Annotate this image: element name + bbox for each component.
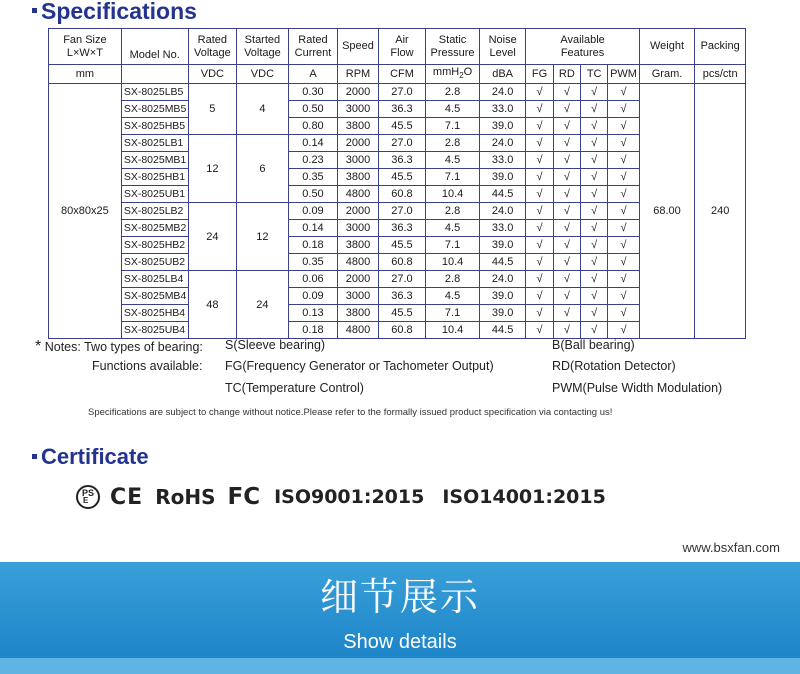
pwm-check-cell: √ xyxy=(608,322,639,339)
unit-packing: pcs/ctn xyxy=(695,65,746,84)
static-pressure-cell: 4.5 xyxy=(426,101,480,118)
static-pressure-cell: 2.8 xyxy=(426,271,480,288)
speed-cell: 3000 xyxy=(338,152,378,169)
model-no-cell: SX-8025LB5 xyxy=(121,84,188,101)
air-flow-cell: 36.3 xyxy=(378,288,426,305)
pwm-check-cell: √ xyxy=(608,220,639,237)
noise-level-cell: 44.5 xyxy=(479,322,526,339)
fg-check-cell: √ xyxy=(526,203,553,220)
unit-weight: Gram. xyxy=(639,65,695,84)
model-no-cell: SX-8025MB2 xyxy=(121,220,188,237)
model-no-cell: SX-8025UB1 xyxy=(121,186,188,203)
fg-check-cell: √ xyxy=(526,305,553,322)
fg-check-cell: √ xyxy=(526,288,553,305)
speed-cell: 3000 xyxy=(338,220,378,237)
bullet-square-icon xyxy=(32,454,37,459)
unit-fg: FG xyxy=(526,65,553,84)
notes-rd: RD(Rotation Detector) xyxy=(552,359,676,373)
static-pressure-cell: 2.8 xyxy=(426,203,480,220)
packing-cell: 240 xyxy=(695,84,746,339)
rated-current-cell: 0.18 xyxy=(288,322,338,339)
fan-size-cell: 80x80x25 xyxy=(49,84,122,339)
noise-level-cell: 39.0 xyxy=(479,169,526,186)
fg-check-cell: √ xyxy=(526,254,553,271)
header-speed: Speed xyxy=(338,29,378,65)
iso14001-mark: ISO14001:2015 xyxy=(442,486,606,508)
rd-check-cell: √ xyxy=(553,305,580,322)
pwm-check-cell: √ xyxy=(608,186,639,203)
notes-fg: FG(Frequency Generator or Tachometer Output) xyxy=(225,359,494,373)
rated-current-cell: 0.23 xyxy=(288,152,338,169)
rated-voltage-cell: 24 xyxy=(188,203,237,271)
header-rated-voltage: Rated Voltage xyxy=(188,29,237,65)
unit-started-voltage: VDC xyxy=(237,65,289,84)
banner-title-en: Show details xyxy=(343,631,457,653)
model-no-cell: SX-8025MB5 xyxy=(121,101,188,118)
tc-check-cell: √ xyxy=(581,135,608,152)
fg-check-cell: √ xyxy=(526,322,553,339)
static-pressure-cell: 7.1 xyxy=(426,305,480,322)
tc-check-cell: √ xyxy=(581,169,608,186)
rated-current-cell: 0.14 xyxy=(288,135,338,152)
rd-check-cell: √ xyxy=(553,169,580,186)
fg-check-cell: √ xyxy=(526,152,553,169)
speed-cell: 4800 xyxy=(338,322,378,339)
air-flow-cell: 45.5 xyxy=(378,305,426,322)
weight-cell: 68.00 xyxy=(639,84,695,339)
rated-current-cell: 0.14 xyxy=(288,220,338,237)
unit-tc: TC xyxy=(581,65,608,84)
air-flow-cell: 45.5 xyxy=(378,118,426,135)
notes-sleeve: S(Sleeve bearing) xyxy=(225,338,326,352)
header-rated-current: Rated Current xyxy=(288,29,338,65)
fc-mark: FC xyxy=(227,484,261,510)
speed-cell: 2000 xyxy=(338,84,378,101)
rd-check-cell: √ xyxy=(553,152,580,169)
air-flow-cell: 27.0 xyxy=(378,271,426,288)
certificate-logos xyxy=(76,482,606,512)
fg-check-cell: √ xyxy=(526,84,553,101)
noise-level-cell: 44.5 xyxy=(479,254,526,271)
noise-level-cell: 39.0 xyxy=(479,118,526,135)
rated-current-cell: 0.80 xyxy=(288,118,338,135)
noise-level-cell: 44.5 xyxy=(479,186,526,203)
unit-fan-size: mm xyxy=(49,65,122,84)
fg-check-cell: √ xyxy=(526,220,553,237)
rated-current-cell: 0.30 xyxy=(288,84,338,101)
tc-check-cell: √ xyxy=(581,84,608,101)
table-row xyxy=(49,84,746,101)
static-pressure-cell: 10.4 xyxy=(426,322,480,339)
fg-check-cell: √ xyxy=(526,101,553,118)
speed-cell: 2000 xyxy=(338,271,378,288)
ce-mark: CE xyxy=(110,484,144,510)
speed-cell: 4800 xyxy=(338,254,378,271)
pwm-check-cell: √ xyxy=(608,237,639,254)
pwm-check-cell: √ xyxy=(608,288,639,305)
specifications-heading xyxy=(32,0,197,24)
static-pressure-cell: 10.4 xyxy=(426,186,480,203)
header-model-no: Model No. xyxy=(121,29,188,65)
rd-check-cell: √ xyxy=(553,203,580,220)
noise-level-cell: 33.0 xyxy=(479,220,526,237)
static-pressure-cell: 4.5 xyxy=(426,220,480,237)
notes-asterisk: * xyxy=(35,338,42,355)
air-flow-cell: 36.3 xyxy=(378,101,426,118)
noise-level-cell: 24.0 xyxy=(479,135,526,152)
rd-check-cell: √ xyxy=(553,288,580,305)
rated-voltage-cell: 5 xyxy=(188,84,237,135)
speed-cell: 2000 xyxy=(338,203,378,220)
tc-check-cell: √ xyxy=(581,220,608,237)
fg-check-cell: √ xyxy=(526,135,553,152)
disclaimer-text: Specifications are subject to change without notice.Please refer to the formally issued product specification via contacting us! xyxy=(88,407,613,418)
rated-current-cell: 0.50 xyxy=(288,101,338,118)
notes-pwm: PWM(Pulse Width Modulation) xyxy=(552,381,723,395)
bottom-band xyxy=(0,658,800,674)
static-pressure-cell: 4.5 xyxy=(426,152,480,169)
model-no-cell: SX-8025UB2 xyxy=(121,254,188,271)
started-voltage-cell: 24 xyxy=(237,271,289,339)
table-header-row xyxy=(49,29,746,65)
tc-check-cell: √ xyxy=(581,118,608,135)
air-flow-cell: 27.0 xyxy=(378,135,426,152)
rd-check-cell: √ xyxy=(553,237,580,254)
model-no-cell: SX-8025LB1 xyxy=(121,135,188,152)
tc-check-cell: √ xyxy=(581,203,608,220)
noise-level-cell: 24.0 xyxy=(479,84,526,101)
fg-check-cell: √ xyxy=(526,118,553,135)
static-pressure-cell: 2.8 xyxy=(426,135,480,152)
pwm-check-cell: √ xyxy=(608,203,639,220)
rd-check-cell: √ xyxy=(553,271,580,288)
iso9001-mark: ISO9001:2015 xyxy=(274,486,425,508)
rd-check-cell: √ xyxy=(553,84,580,101)
pwm-check-cell: √ xyxy=(608,84,639,101)
tc-check-cell: √ xyxy=(581,237,608,254)
bullet-square-icon xyxy=(32,8,37,13)
unit-static-pressure: mmH$_2$O xyxy=(426,65,480,84)
header-fan-size: Fan Size L×W×T xyxy=(49,29,122,65)
unit-noise-level: dBA xyxy=(479,65,526,84)
certificate-heading xyxy=(32,444,149,470)
noise-level-cell: 39.0 xyxy=(479,288,526,305)
unit-speed: RPM xyxy=(338,65,378,84)
noise-level-cell: 39.0 xyxy=(479,237,526,254)
model-no-cell: SX-8025UB4 xyxy=(121,322,188,339)
pwm-check-cell: √ xyxy=(608,135,639,152)
rd-check-cell: √ xyxy=(553,220,580,237)
speed-cell: 3800 xyxy=(338,237,378,254)
static-pressure-cell: 10.4 xyxy=(426,254,480,271)
air-flow-cell: 27.0 xyxy=(378,203,426,220)
started-voltage-cell: 6 xyxy=(237,135,289,203)
rated-current-cell: 0.18 xyxy=(288,237,338,254)
notes-tc: TC(Temperature Control) xyxy=(225,381,364,395)
pwm-check-cell: √ xyxy=(608,271,639,288)
notes-ball: B(Ball bearing) xyxy=(552,338,635,352)
header-packing: Packing xyxy=(695,29,746,65)
header-weight: Weight xyxy=(639,29,695,65)
static-pressure-cell: 7.1 xyxy=(426,237,480,254)
header-static-pressure: Static Pressure xyxy=(426,29,480,65)
tc-check-cell: √ xyxy=(581,254,608,271)
website-url: www.bsxfan.com xyxy=(682,540,780,555)
rd-check-cell: √ xyxy=(553,118,580,135)
rated-voltage-cell: 12 xyxy=(188,135,237,203)
banner-title-cn: 细节展示 xyxy=(319,575,480,619)
notes-bearing-line xyxy=(35,338,203,356)
rated-current-cell: 0.50 xyxy=(288,186,338,203)
noise-level-cell: 33.0 xyxy=(479,101,526,118)
static-pressure-cell: 7.1 xyxy=(426,118,480,135)
pwm-check-cell: √ xyxy=(608,169,639,186)
rated-current-cell: 0.09 xyxy=(288,288,338,305)
header-air-flow: Air Flow xyxy=(378,29,426,65)
air-flow-cell: 60.8 xyxy=(378,322,426,339)
model-no-cell: SX-8025HB1 xyxy=(121,169,188,186)
air-flow-cell: 36.3 xyxy=(378,152,426,169)
certificate-title: Certificate xyxy=(41,444,149,469)
noise-level-cell: 24.0 xyxy=(479,203,526,220)
rated-voltage-cell: 48 xyxy=(188,271,237,339)
rated-current-cell: 0.35 xyxy=(288,254,338,271)
unit-rated-current: A xyxy=(288,65,338,84)
notes-functions-label: Functions available: xyxy=(92,359,203,373)
header-available-features: Available Features xyxy=(526,29,639,65)
fg-check-cell: √ xyxy=(526,186,553,203)
rated-current-cell: 0.06 xyxy=(288,271,338,288)
speed-cell: 3800 xyxy=(338,305,378,322)
static-pressure-cell: 2.8 xyxy=(426,84,480,101)
tc-check-cell: √ xyxy=(581,271,608,288)
rohs-mark: RoHS xyxy=(155,485,216,509)
air-flow-cell: 27.0 xyxy=(378,84,426,101)
noise-level-cell: 39.0 xyxy=(479,305,526,322)
tc-check-cell: √ xyxy=(581,288,608,305)
speed-cell: 4800 xyxy=(338,186,378,203)
tc-check-cell: √ xyxy=(581,101,608,118)
tc-check-cell: √ xyxy=(581,186,608,203)
model-no-cell: SX-8025MB4 xyxy=(121,288,188,305)
rated-current-cell: 0.13 xyxy=(288,305,338,322)
specifications-table-body xyxy=(49,84,746,339)
pwm-check-cell: √ xyxy=(608,101,639,118)
fg-check-cell: √ xyxy=(526,271,553,288)
fg-check-cell: √ xyxy=(526,237,553,254)
speed-cell: 3000 xyxy=(338,101,378,118)
started-voltage-cell: 4 xyxy=(237,84,289,135)
model-no-cell: SX-8025LB4 xyxy=(121,271,188,288)
rd-check-cell: √ xyxy=(553,101,580,118)
fg-check-cell: √ xyxy=(526,169,553,186)
unit-air-flow: CFM xyxy=(378,65,426,84)
model-no-cell: SX-8025LB2 xyxy=(121,203,188,220)
pwm-check-cell: √ xyxy=(608,118,639,135)
air-flow-cell: 45.5 xyxy=(378,237,426,254)
pwm-check-cell: √ xyxy=(608,305,639,322)
specifications-title: Specifications xyxy=(41,0,197,24)
noise-level-cell: 33.0 xyxy=(479,152,526,169)
table-units-row xyxy=(49,65,746,84)
speed-cell: 3000 xyxy=(338,288,378,305)
tc-check-cell: √ xyxy=(581,322,608,339)
rd-check-cell: √ xyxy=(553,254,580,271)
tc-check-cell: √ xyxy=(581,305,608,322)
model-no-cell: SX-8025MB1 xyxy=(121,152,188,169)
header-noise-level: Noise Level xyxy=(479,29,526,65)
noise-level-cell: 24.0 xyxy=(479,271,526,288)
pwm-check-cell: √ xyxy=(608,152,639,169)
static-pressure-cell: 4.5 xyxy=(426,288,480,305)
speed-cell: 2000 xyxy=(338,135,378,152)
specifications-table xyxy=(48,28,746,339)
speed-cell: 3800 xyxy=(338,118,378,135)
static-pressure-cell: 7.1 xyxy=(426,169,480,186)
speed-cell: 3800 xyxy=(338,169,378,186)
model-no-cell: SX-8025HB2 xyxy=(121,237,188,254)
notes-bearing-label: Notes: Two types of bearing: xyxy=(44,340,203,354)
rd-check-cell: √ xyxy=(553,135,580,152)
pwm-check-cell: √ xyxy=(608,254,639,271)
rated-current-cell: 0.09 xyxy=(288,203,338,220)
model-no-cell: SX-8025HB5 xyxy=(121,118,188,135)
pse-mark-icon: PS E xyxy=(76,485,100,509)
header-started-voltage: Started Voltage xyxy=(237,29,289,65)
rd-check-cell: √ xyxy=(553,186,580,203)
rd-check-cell: √ xyxy=(553,322,580,339)
started-voltage-cell: 12 xyxy=(237,203,289,271)
air-flow-cell: 36.3 xyxy=(378,220,426,237)
air-flow-cell: 60.8 xyxy=(378,254,426,271)
unit-rd: RD xyxy=(553,65,580,84)
air-flow-cell: 45.5 xyxy=(378,169,426,186)
air-flow-cell: 60.8 xyxy=(378,186,426,203)
tc-check-cell: √ xyxy=(581,152,608,169)
model-no-cell: SX-8025HB4 xyxy=(121,305,188,322)
unit-model-no xyxy=(121,65,188,84)
unit-rated-voltage: VDC xyxy=(188,65,237,84)
unit-pwm: PWM xyxy=(608,65,639,84)
rated-current-cell: 0.35 xyxy=(288,169,338,186)
